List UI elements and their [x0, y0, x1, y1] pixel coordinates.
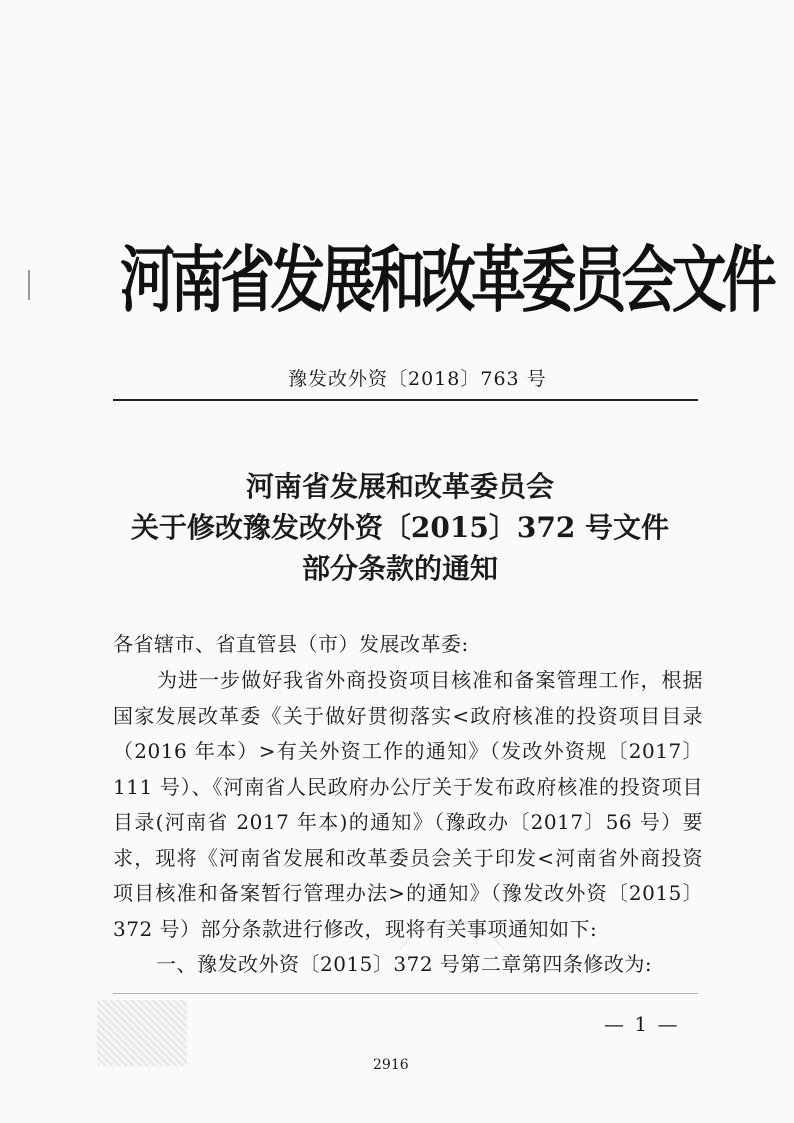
archive-number: 2916: [373, 1057, 409, 1073]
scan-edge-mark: [28, 270, 30, 300]
page-number: — 1 —: [604, 1012, 680, 1036]
scan-artifact: [97, 1000, 187, 1066]
footer-divider: [113, 993, 698, 994]
body-paragraph: 为进一步做好我省外商投资项目核准和备案管理工作，根据国家发展改革委《关于做好贯彻落实<政府核准的投资项目目录（2016 年本）>有关外资工作的通知》（发改外资规〔2017〕111 号）、《河南省人民政府办公厅关于发布政府核准的投资项目目录(河南省 2017 年本)的通知》（豫政办〔2017〕56 号）要求，现将《河南省发展和改革委员会关于印发<河南省外商投资项目核准和备案暂行管理办法>的通知》（豫发改外资〔2015〕372 号）部分条款进行修改，现将有关事项通知如下:: [113, 668, 703, 941]
header-divider: [113, 399, 698, 401]
notice-title-line: 关于修改豫发改外资〔2015〕372 号文件: [130, 511, 670, 544]
recipient-line: 各省辖市、省直管县（市）发展改革委:: [113, 632, 469, 656]
notice-title-line: 部分条款的通知: [301, 552, 498, 585]
document-number: 豫发改外资〔2018〕763 号: [288, 368, 547, 390]
notice-title-line: 河南省发展和改革委员会: [245, 470, 554, 503]
issuing-authority-title: 河南省发展和改革委员会文件: [120, 237, 773, 322]
notice-title: [100, 466, 700, 589]
list-item: 一、豫发改外资〔2015〕372 号第二章第四条修改为:: [156, 952, 653, 976]
